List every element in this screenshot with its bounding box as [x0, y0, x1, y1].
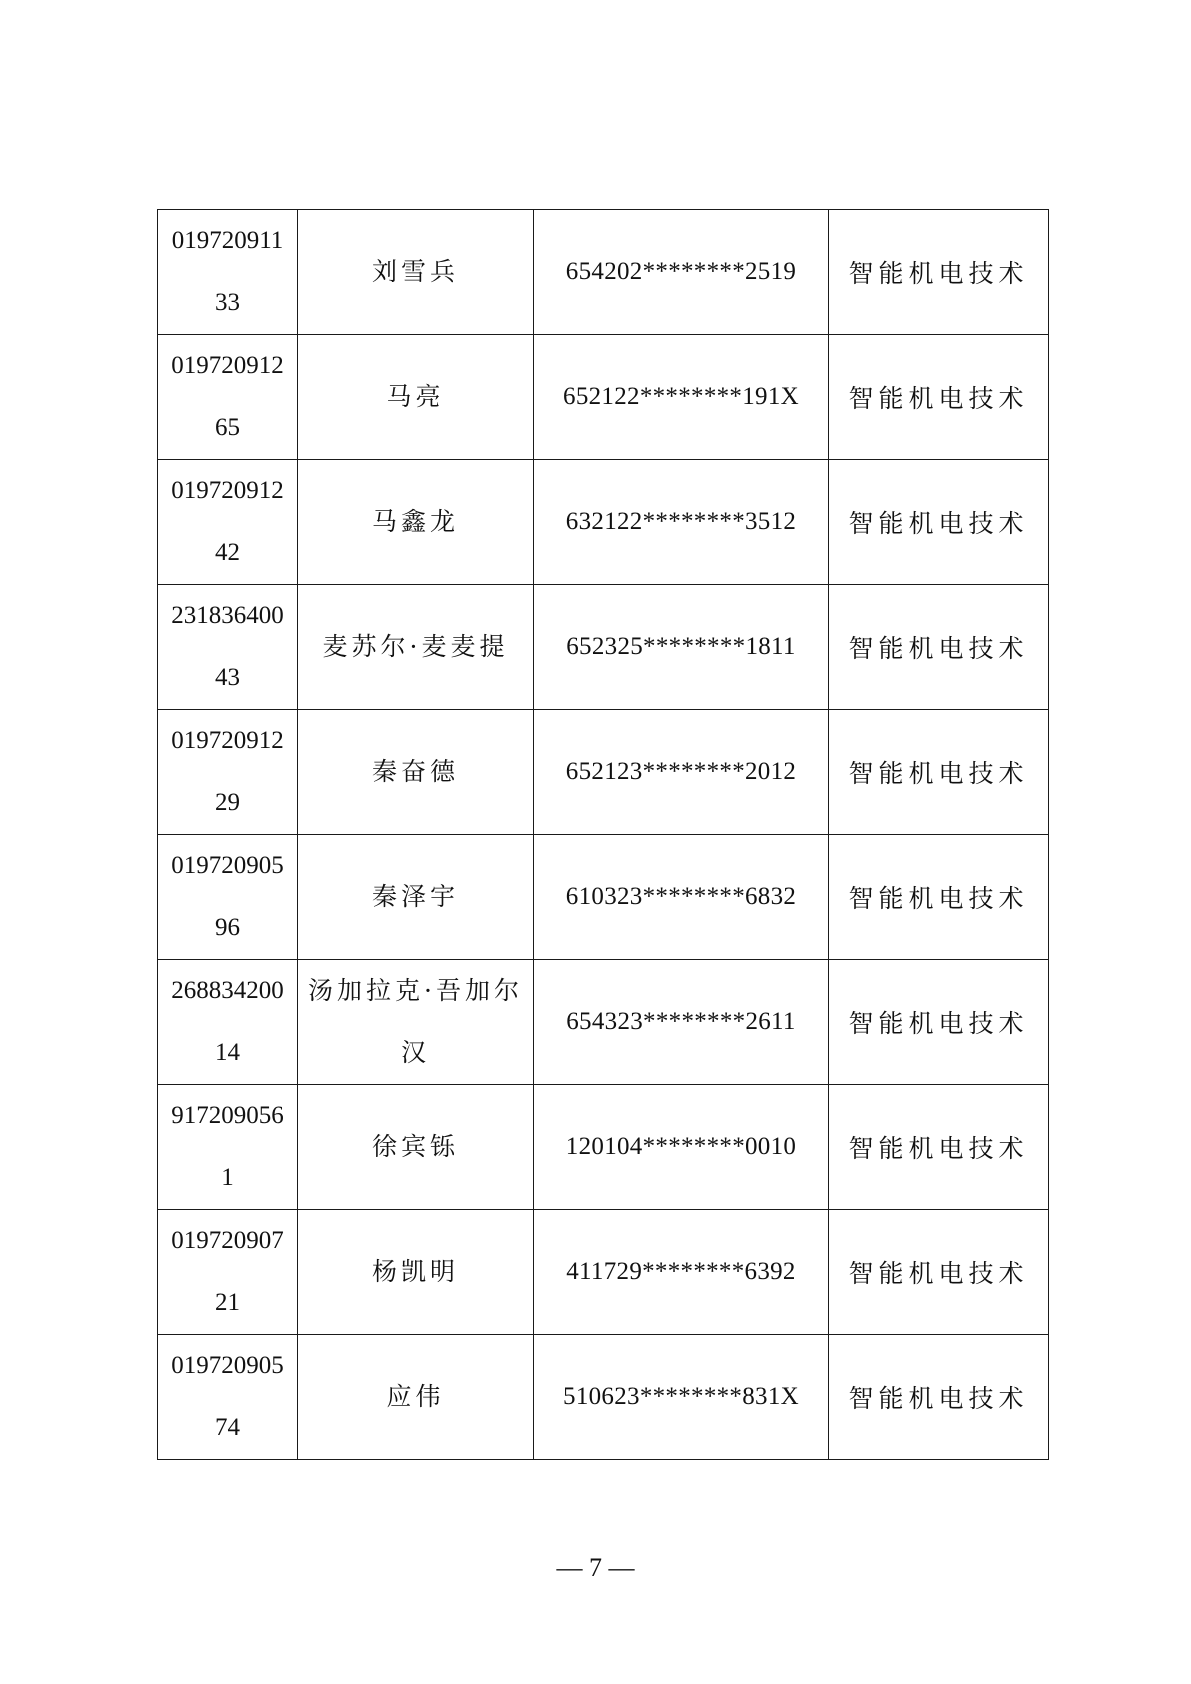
name-cell: 应伟	[298, 1335, 534, 1460]
id-card-cell: 120104********0010	[534, 1085, 829, 1210]
major-cell: 智能机电技术	[829, 210, 1049, 335]
name-cell: 马鑫龙	[298, 460, 534, 585]
major-cell: 智能机电技术	[829, 460, 1049, 585]
table-row	[158, 710, 1049, 835]
id-card-cell: 632122********3512	[534, 460, 829, 585]
exam-id-cell: 26883420014	[158, 960, 298, 1085]
major-cell: 智能机电技术	[829, 710, 1049, 835]
id-card-cell: 654323********2611	[534, 960, 829, 1085]
table-row	[158, 960, 1049, 1085]
name-cell: 秦奋德	[298, 710, 534, 835]
student-table	[157, 209, 1049, 1460]
table-row	[158, 1335, 1049, 1460]
id-card-cell: 610323********6832	[534, 835, 829, 960]
exam-id-cell: 01972091229	[158, 710, 298, 835]
exam-id-cell: 01972090596	[158, 835, 298, 960]
id-card-cell: 411729********6392	[534, 1210, 829, 1335]
major-cell: 智能机电技术	[829, 835, 1049, 960]
major-cell: 智能机电技术	[829, 960, 1049, 1085]
exam-id-cell: 01972091133	[158, 210, 298, 335]
table-row	[158, 460, 1049, 585]
name-cell: 麦苏尔·麦麦提	[298, 585, 534, 710]
table-row	[158, 835, 1049, 960]
page-number: — 7 —	[556, 1553, 635, 1582]
major-cell: 智能机电技术	[829, 335, 1049, 460]
table-row	[158, 210, 1049, 335]
major-cell: 智能机电技术	[829, 585, 1049, 710]
major-cell: 智能机电技术	[829, 1335, 1049, 1460]
exam-id-cell: 23183640043	[158, 585, 298, 710]
name-cell: 杨凯明	[298, 1210, 534, 1335]
exam-id-cell: 01972090721	[158, 1210, 298, 1335]
name-cell: 秦泽宇	[298, 835, 534, 960]
exam-id-cell: 01972090574	[158, 1335, 298, 1460]
name-cell: 汤加拉克·吾加尔汉	[298, 960, 534, 1085]
id-card-cell: 652325********1811	[534, 585, 829, 710]
id-card-cell: 510623********831X	[534, 1335, 829, 1460]
table-row	[158, 585, 1049, 710]
exam-id-cell: 9172090561	[158, 1085, 298, 1210]
id-card-cell: 652123********2012	[534, 710, 829, 835]
major-cell: 智能机电技术	[829, 1085, 1049, 1210]
name-cell: 刘雪兵	[298, 210, 534, 335]
table-row	[158, 1085, 1049, 1210]
major-cell: 智能机电技术	[829, 1210, 1049, 1335]
id-card-cell: 654202********2519	[534, 210, 829, 335]
exam-id-cell: 01972091242	[158, 460, 298, 585]
exam-id-cell: 01972091265	[158, 335, 298, 460]
name-cell: 徐宾铄	[298, 1085, 534, 1210]
name-cell: 马亮	[298, 335, 534, 460]
table-row	[158, 335, 1049, 460]
id-card-cell: 652122********191X	[534, 335, 829, 460]
table-row	[158, 1210, 1049, 1335]
